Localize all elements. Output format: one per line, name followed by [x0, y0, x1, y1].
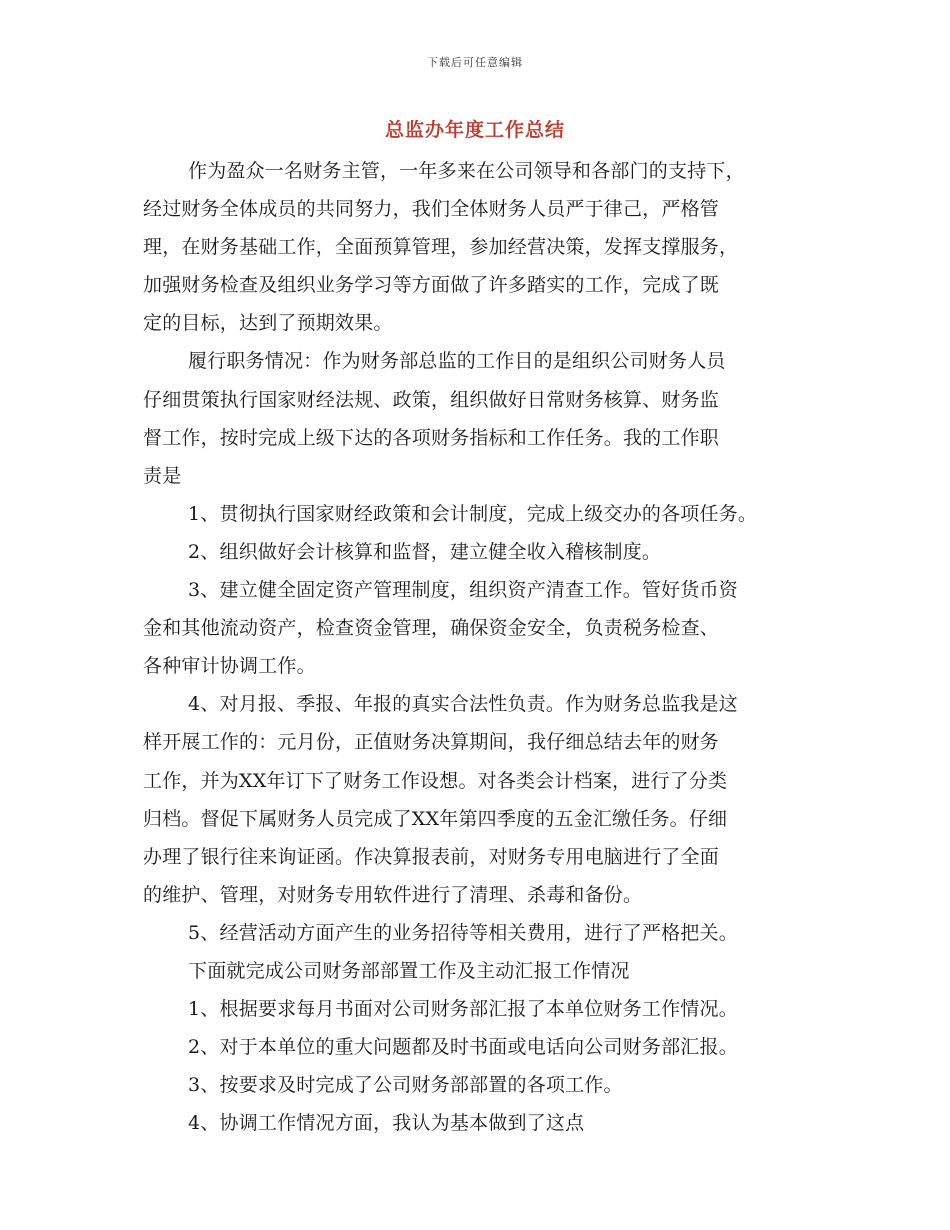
text-line: 定的目标，达到了预期效果。 [143, 312, 393, 335]
text-line: 各种审计协调工作。 [143, 655, 316, 678]
text-line: 理，在财务基础工作，全面预算管理，参加经营决策，发挥支撑服务， [143, 236, 739, 259]
text-line: 责是 [143, 464, 182, 487]
text-line: 履行职务情况：作为财务部总监的工作目的是组织公司财务人员 [188, 350, 726, 373]
text-line: 经过财务全体成员的共同努力，我们全体财务人员严于律己，严格管 [143, 198, 720, 221]
text-line: 2、对于本单位的重大问题都及时书面或电话向公司财务部汇报。 [188, 1036, 738, 1059]
document-body [143, 152, 833, 1142]
text-line: 加强财务检查及组织业务学习等方面做了许多踏实的工作，完成了既 [143, 274, 720, 297]
text-line: 4、协调工作情况方面，我认为基本做到了这点 [188, 1112, 585, 1135]
text-line: 工作，并为XX年订下了财务工作设想。对各类会计档案，进行了分类 [143, 769, 728, 792]
text-line: 下面就完成公司财务部部置工作及主动汇报工作情况 [188, 959, 630, 982]
text-line: 2、组织做好会计核算和监督，建立健全收入稽核制度。 [188, 540, 662, 563]
text-line: 样开展工作的：元月份，正值财务决算期间，我仔细总结去年的财务 [143, 731, 720, 754]
text-line: 作为盈众一名财务主管，一年多来在公司领导和各部门的支持下， [188, 160, 745, 182]
document-title: 总监办年度工作总结 [384, 119, 565, 141]
text-line: 的维护、管理，对财务专用软件进行了清理、杀毒和备份。 [143, 883, 643, 906]
text-line: 1、根据要求每月书面对公司财务部汇报了本单位财务工作情况。 [188, 998, 738, 1021]
text-line: 3、建立健全固定资产管理制度，组织资产清查工作。管好货币资 [188, 579, 738, 602]
text-line: 归档。督促下属财务人员完成了XX年第四季度的五金汇缴任务。仔细 [143, 807, 728, 830]
text-line: 办理了银行往来询证函。作决算报表前，对财务专用电脑进行了全面 [143, 845, 720, 868]
text-line: 仔细贯策执行国家财经法规、政策，组织做好日常财务核算、财务监 [143, 388, 720, 411]
header-note: 下载后可任意编辑 [427, 56, 523, 69]
text-line: 5、经营活动方面产生的业务招待等相关费用，进行了严格把关。 [188, 921, 738, 944]
text-line: 3、按要求及时完成了公司财务部部置的各项工作。 [188, 1074, 623, 1097]
text-line: 督工作，按时完成上级下达的各项财务指标和工作任务。我的工作职 [143, 426, 720, 449]
text-line: 金和其他流动资产，检查资金管理，确保资金安全，负责税务检查、 [143, 617, 720, 640]
text-line: 1、贯彻执行国家财经政策和会计制度，完成上级交办的各项任务。 [188, 502, 758, 525]
text-line: 4、对月报、季报、年报的真实合法性负责。作为财务总监我是这 [188, 693, 738, 716]
